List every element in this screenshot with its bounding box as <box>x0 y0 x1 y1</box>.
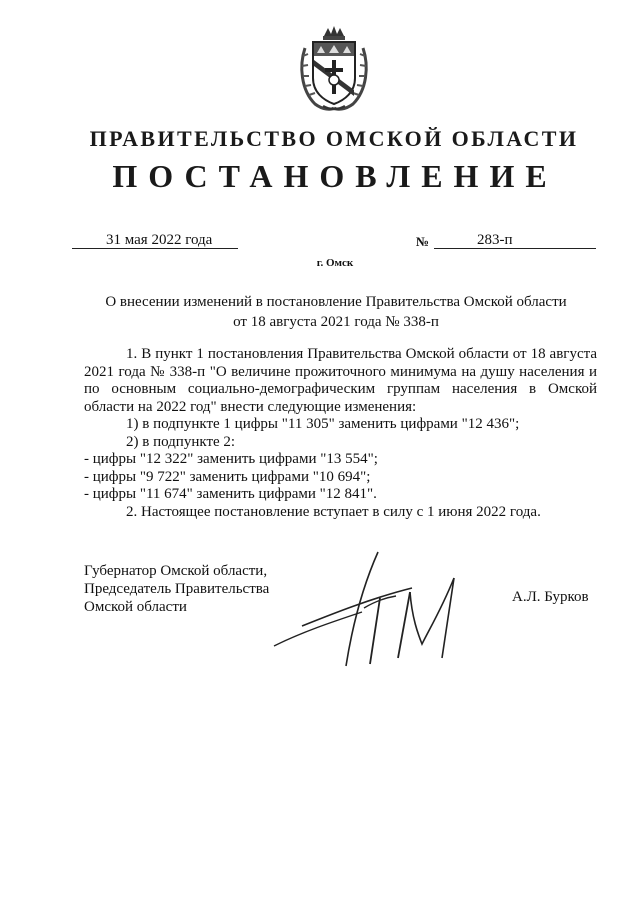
document-number: 283-п <box>434 232 596 249</box>
list-item-2c: - цифры "11 674" заменить цифрами "12 841". <box>84 486 377 502</box>
document-body <box>84 346 597 521</box>
handwritten-signature <box>262 548 472 670</box>
government-title: ПРАВИТЕЛЬСТВО ОМСКОЙ ОБЛАСТИ <box>89 126 579 151</box>
list-item-2b: - цифры "9 722" заменить цифрами "10 694"; <box>84 468 371 485</box>
signatory-name: А.Л. Бурков <box>512 589 589 605</box>
signatory-position <box>84 562 269 616</box>
coat-of-arms-icon <box>297 26 371 112</box>
position-line-3: Омской области <box>84 599 187 615</box>
document-subject <box>0 292 640 332</box>
subject-line-1: О внесении изменений в постановление Правительства Омской области <box>105 294 567 310</box>
list-item-1: 1) в подпункте 1 цифры "11 305" заменить цифрами "12 436"; <box>126 416 520 432</box>
city-label: г. Омск <box>316 257 354 269</box>
number-sign: № <box>416 234 430 249</box>
paragraph-2: 2. Настоящее постановление вступает в силу с 1 июня 2022 года. <box>126 503 541 520</box>
subject-line-2: от 18 августа 2021 года № 338-п <box>233 314 439 330</box>
list-item-2: 2) в подпункте 2: <box>126 433 236 450</box>
paragraph-1: 1. В пункт 1 постановления Правительства Омской области от 18 августа 2021 года № 338-п "О величине прожиточного минимума на душу населения и по основным социально-демографическим группам населения в Омской области на 2022 год" внести следующие изменения: <box>84 346 597 415</box>
document-type-title: ПОСТАНОВЛЕНИЕ <box>112 158 558 194</box>
list-item-2a: - цифры "12 322" заменить цифрами "13 554"; <box>84 451 378 467</box>
position-line-1: Губернатор Омской области, <box>84 563 268 579</box>
position-line-2: Председатель Правительства <box>84 581 270 597</box>
document-date: 31 мая 2022 года <box>72 232 238 249</box>
